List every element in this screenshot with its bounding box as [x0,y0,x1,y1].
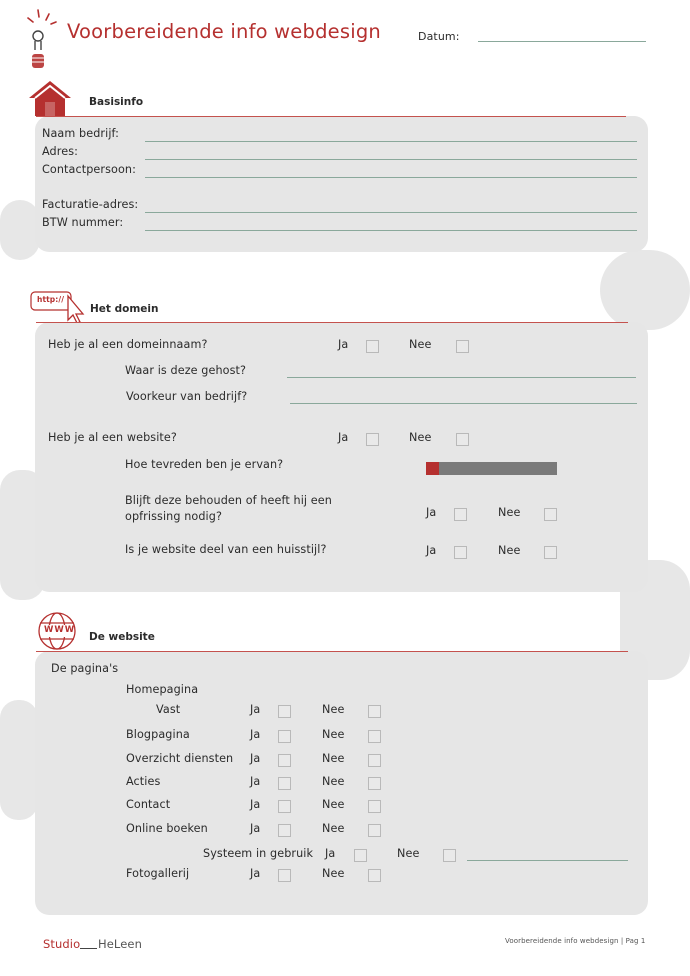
page-yes-checkbox[interactable] [278,800,291,813]
footer-brand-left: Studio [43,937,81,951]
page-yes-checkbox[interactable] [278,824,291,837]
no-label: Nee [322,703,345,716]
no-label: Nee [498,544,521,557]
page-row-label: Overzicht diensten [126,752,234,765]
company-field[interactable] [145,141,637,142]
yes-label: Ja [250,798,261,811]
no-label: Nee [409,431,432,444]
satisfaction-slider[interactable] [426,462,557,475]
pages-label: De pagina's [51,662,119,675]
page-no-checkbox[interactable] [368,800,381,813]
field-label-vat: BTW nummer: [42,216,124,229]
website-yes-checkbox[interactable] [366,433,379,446]
yes-label: Ja [426,544,437,557]
no-label: Nee [498,506,521,519]
yes-label: Ja [250,822,261,835]
brush-stroke [0,200,40,260]
question-host: Waar is deze gehost? [125,364,247,377]
website-divider [36,651,628,652]
billing-field[interactable] [145,212,637,213]
contact-field[interactable] [145,177,637,178]
page-row-label: Online boeken [126,822,208,835]
no-label: Nee [322,822,345,835]
homepage-label: Homepagina [126,683,199,696]
page-no-checkbox[interactable] [368,777,381,790]
website-no-checkbox[interactable] [456,433,469,446]
brush-stroke [600,250,690,330]
page-yes-checkbox[interactable] [278,754,291,767]
domain-yes-checkbox[interactable] [366,340,379,353]
address-field[interactable] [145,159,637,160]
yes-label: Ja [325,847,336,860]
no-label: Nee [322,752,345,765]
question-refresh-line1: Blijft deze behouden of heeft hij een [125,494,332,507]
no-label: Nee [397,847,420,860]
housestyle-no-checkbox[interactable] [544,546,557,559]
page-yes-checkbox[interactable] [278,777,291,790]
system-label: Systeem in gebruik [203,847,314,860]
no-label: Nee [409,338,432,351]
basisinfo-divider [36,116,626,117]
footer-brand-underscore [80,948,97,949]
preference-field[interactable] [290,403,637,404]
date-field[interactable] [478,41,646,42]
www-icon-text: WWW [44,625,76,635]
domain-no-checkbox[interactable] [456,340,469,353]
page-no-checkbox[interactable] [368,754,381,767]
section-title-domein: Het domein [90,303,159,315]
page-yes-checkbox[interactable] [278,705,291,718]
section-title-basisinfo: Basisinfo [89,96,144,108]
gallery-label: Fotogallerij [126,867,190,880]
question-refresh-line2: opfrissing nodig? [125,510,222,523]
no-label: Nee [322,728,345,741]
page-no-checkbox[interactable] [368,730,381,743]
page-no-checkbox[interactable] [368,705,381,718]
lightbulb-logo-icon [18,6,66,74]
satisfaction-fill [426,462,439,475]
http-cursor-icon [30,290,88,324]
system-field[interactable] [467,860,628,861]
page-row-label: Contact [126,798,171,811]
gallery-yes-checkbox[interactable] [278,869,291,882]
refresh-no-checkbox[interactable] [544,508,557,521]
footer-brand-right: HeLeen [98,937,142,951]
page-yes-checkbox[interactable] [278,730,291,743]
yes-label: Ja [250,703,261,716]
date-label: Datum: [418,30,460,43]
footer-page-info: Voorbereidende info webdesign | Pag 1 [505,937,646,945]
refresh-yes-checkbox[interactable] [454,508,467,521]
yes-label: Ja [250,775,261,788]
house-icon [27,78,73,118]
domein-divider [36,322,628,323]
section-title-website: De website [89,631,155,643]
http-icon-text: http:// [37,295,65,304]
yes-label: Ja [426,506,437,519]
page-row-label: Blogpagina [126,728,190,741]
question-satisfaction: Hoe tevreden ben je ervan? [125,458,284,471]
field-label-address: Adres: [42,145,78,158]
field-label-contact: Contactpersoon: [42,163,136,176]
no-label: Nee [322,798,345,811]
page-no-checkbox[interactable] [368,824,381,837]
yes-label: Ja [338,431,349,444]
page-row-label: Vast [156,703,181,716]
yes-label: Ja [250,752,261,765]
field-label-company: Naam bedrijf: [42,127,120,140]
question-housestyle: Is je website deel van een huisstijl? [125,543,327,556]
globe-www-icon [35,611,79,651]
page-title: Voorbereidende info webdesign [67,20,381,43]
system-no-checkbox[interactable] [443,849,456,862]
page-row-label: Acties [126,775,161,788]
host-field[interactable] [287,377,636,378]
basisinfo-panel [35,116,648,252]
system-yes-checkbox[interactable] [354,849,367,862]
question-website: Heb je al een website? [48,431,177,444]
vat-field[interactable] [145,230,637,231]
question-preference: Voorkeur van bedrijf? [126,390,248,403]
yes-label: Ja [250,728,261,741]
no-label: Nee [322,867,345,880]
brush-stroke [0,700,38,820]
no-label: Nee [322,775,345,788]
yes-label: Ja [338,338,349,351]
gallery-no-checkbox[interactable] [368,869,381,882]
field-label-billing: Facturatie-adres: [42,198,139,211]
housestyle-yes-checkbox[interactable] [454,546,467,559]
question-domain: Heb je al een domeinnaam? [48,338,208,351]
yes-label: Ja [250,867,261,880]
